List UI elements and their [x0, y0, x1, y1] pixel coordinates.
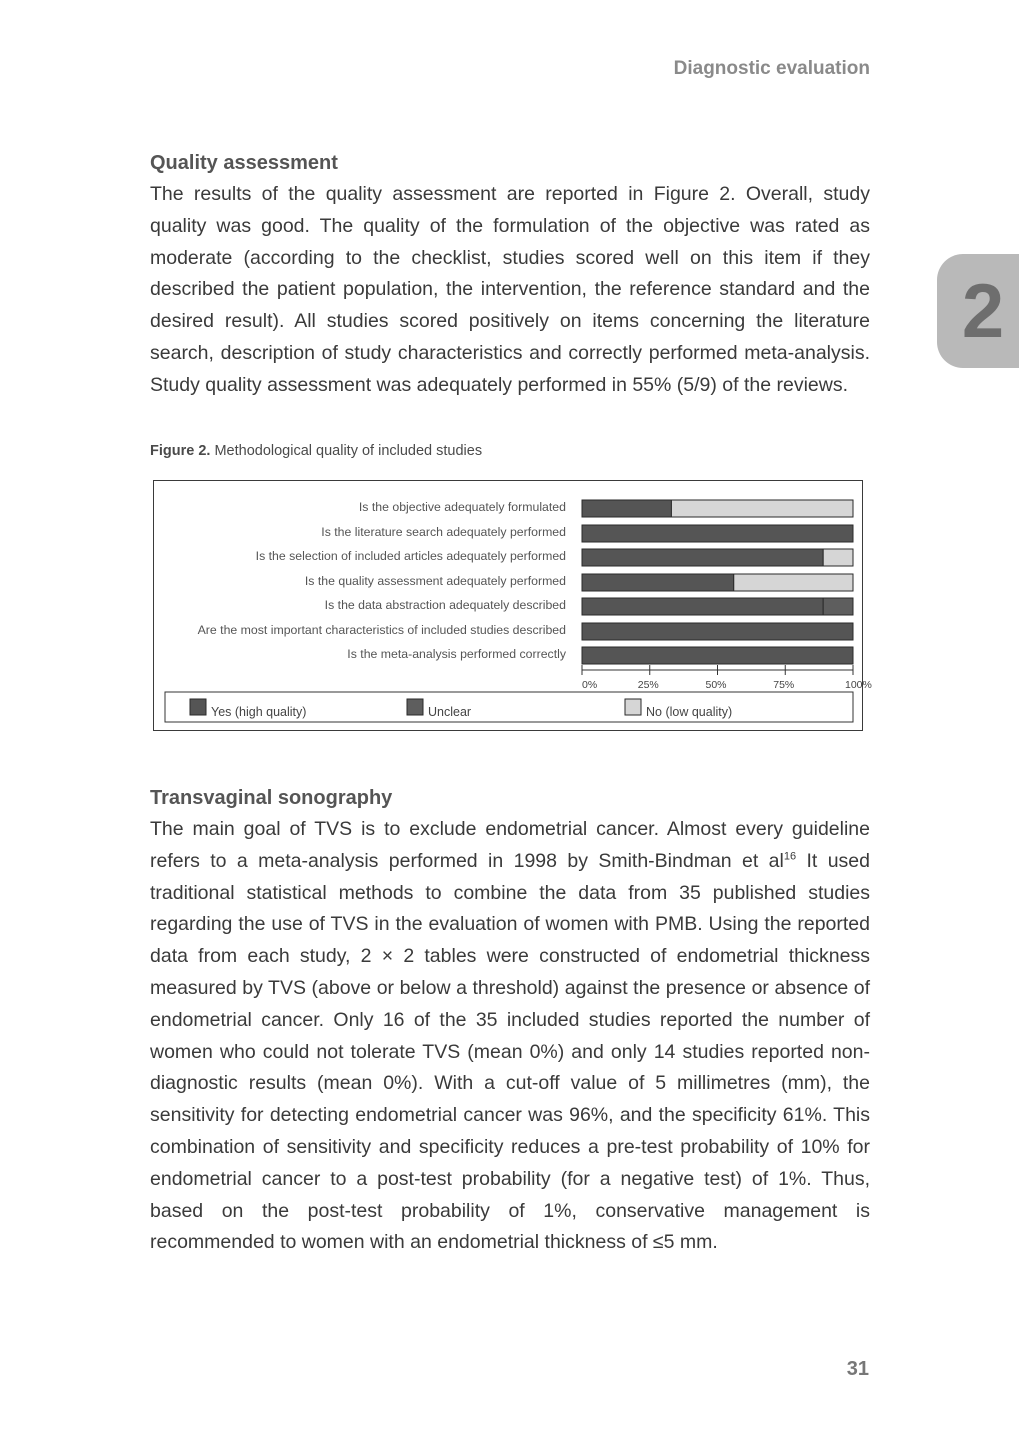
figure-caption: [150, 443, 482, 459]
legend-swatch: [407, 699, 423, 715]
bar-unclear: [823, 598, 853, 615]
chapter-number: 2: [961, 268, 1005, 354]
chapter-tab: [937, 254, 1019, 368]
category-label: Is the data abstraction adequately described: [324, 598, 566, 612]
figure-caption-text: Methodological quality of included studies: [214, 443, 483, 459]
quality-assessment-section: [150, 152, 870, 402]
x-tick-label: 75%: [773, 679, 795, 691]
bar-yes: [582, 598, 823, 615]
legend-swatch: [625, 699, 641, 715]
bar-yes: [582, 647, 853, 664]
tvs-text-2: It used traditional statistical methods to combine the data from 35 published studies regarding the use of TVS in the evaluation of women with PMB. Using the reported data from each study, 2 × 2 tables were constructed of endometrial thickness measured by TVS (above or below a threshold) against the presence or absence of endometrial cancer. Only 16 of the 35 included studies reported the number of women who could not tolerate TVS (mean 0%) and only 14 studies reported non-diagnostic results (mean 0%). With a cut-off value of 5 millimetres (mm), the sensitivity for detecting endometrial cancer was 96%, and the specificity 61%. This combination of sensitivity and specificity reduces a pre-test probability of 10% for endometrial cancer to a post-test probability (for a negative test) of 1%. Thus, based on the post-test probability of 1%, conservative management is recommended to women with an endometrial thickness of ≤5 mm.: [150, 849, 870, 1254]
category-label: Is the literature search adequately performed: [321, 525, 566, 539]
running-head: Diagnostic evaluation: [673, 58, 870, 79]
tvs-text-1: The main goal of TVS is to exclude endometrial cancer. Almost every guideline refers to a meta-analysis performed in 1998 by Smith-Bindman et al: [150, 818, 870, 872]
legend-swatch: [190, 699, 206, 715]
bar-yes: [582, 623, 853, 640]
tvs-section: [150, 787, 870, 1259]
category-label: Is the objective adequately formulated: [358, 500, 566, 514]
category-label: Is the meta-analysis performed correctly: [347, 647, 566, 661]
legend-label: Unclear: [428, 705, 472, 719]
quality-assessment-paragraph: The results of the quality assessment are reported in Figure 2. Overall, study quality was good. The quality of the formulation of the objective was rated as moderate (according to the checklist, studies scored well on this item if they described the patient population, the intervention, the reference standard and the desired result). All studies scored positively on items concerning the literature search, description of study characteristics and correctly performed meta-analysis. Study quality assessment was adequately performed in 55% (5/9) of the reviews.: [150, 183, 870, 396]
bar-no: [671, 500, 853, 517]
quality-chart-svg: [154, 481, 872, 732]
tvs-paragraph: [150, 814, 870, 1259]
reference-superscript: 16: [783, 850, 797, 863]
x-tick-label: 50%: [705, 679, 727, 691]
category-label: Are the most important characteristics of included studies described: [197, 623, 566, 637]
quality-assessment-heading: Quality assessment: [150, 152, 338, 174]
x-tick-label: 0%: [582, 679, 598, 691]
bar-no: [823, 549, 853, 566]
figure-label: Figure 2.: [150, 443, 211, 459]
bar-yes: [582, 525, 853, 542]
legend-label: No (low quality): [646, 705, 733, 719]
page-number: 31: [846, 1358, 869, 1380]
bar-yes: [582, 500, 671, 517]
figure-2-chart: [153, 480, 872, 731]
x-tick-label: 100%: [845, 679, 872, 691]
category-label: Is the selection of included articles adequately performed: [255, 549, 566, 563]
bar-yes: [582, 549, 823, 566]
bar-no: [734, 574, 853, 591]
x-tick-label: 25%: [637, 679, 659, 691]
bar-yes: [582, 574, 734, 591]
legend-label: Yes (high quality): [211, 705, 307, 719]
tvs-heading: Transvaginal sonography: [150, 787, 393, 809]
category-label: Is the quality assessment adequately performed: [304, 574, 566, 588]
